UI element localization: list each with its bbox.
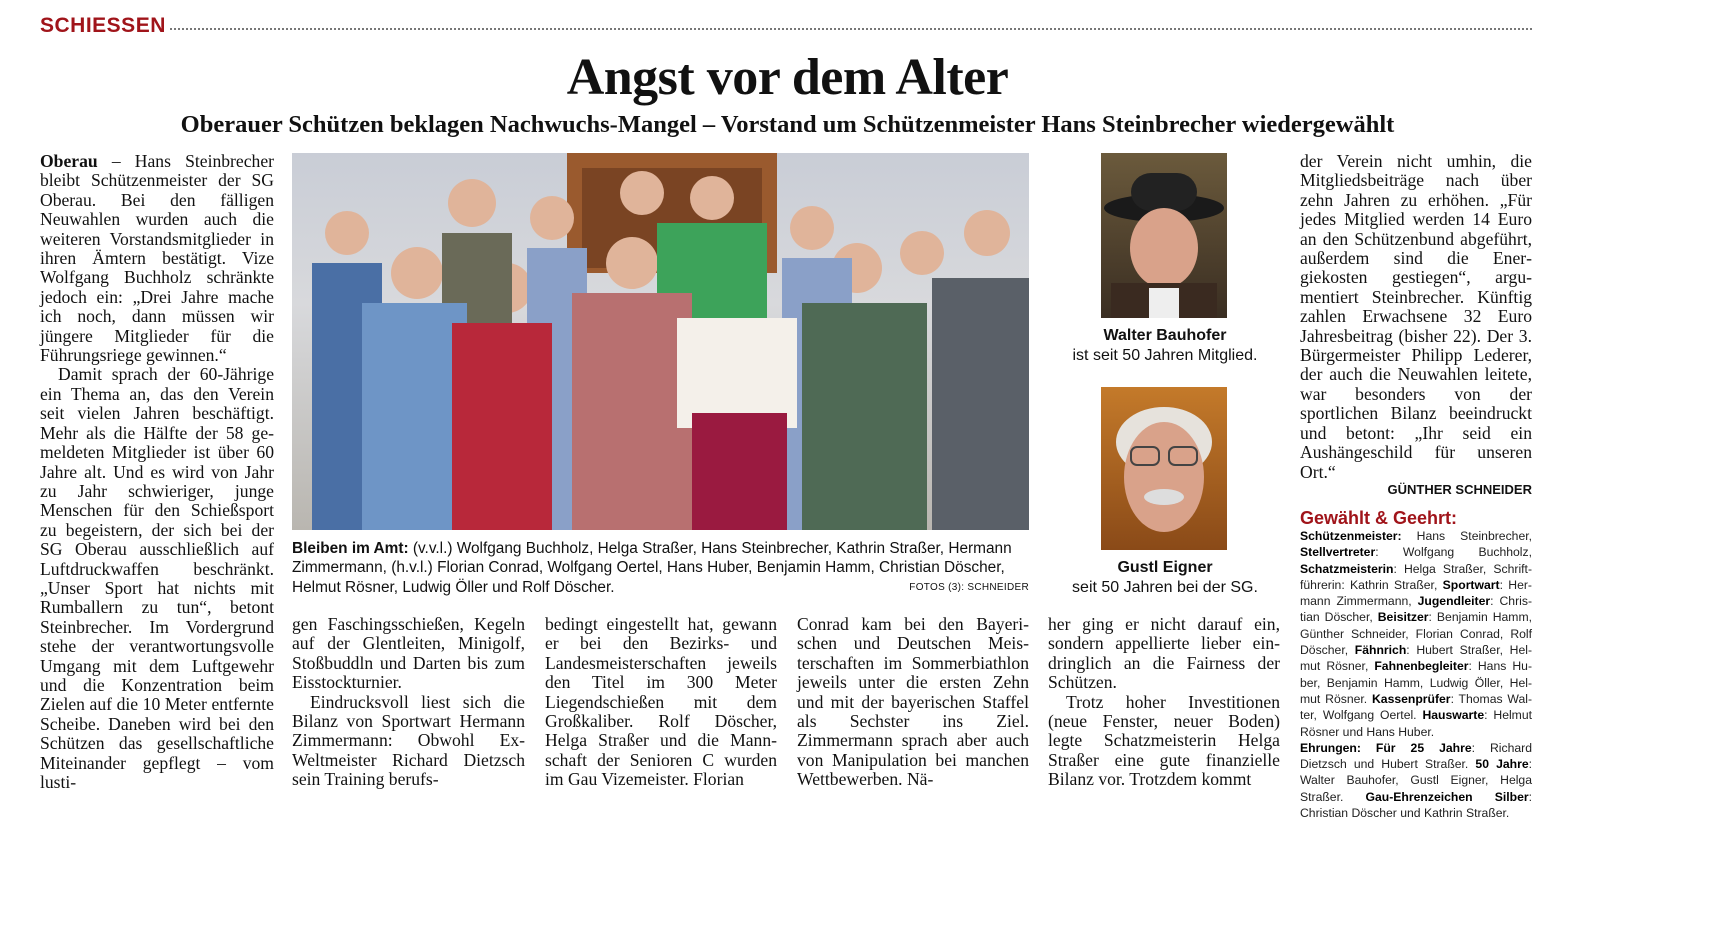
article-column-3	[545, 615, 777, 790]
section-label: SCHIESSEN	[40, 14, 166, 37]
role-label: Sportwart	[1442, 577, 1500, 592]
portrait-image	[1101, 387, 1227, 550]
role-label: Fahnenbegleiter	[1374, 659, 1469, 674]
honor-names: : Richard Dietzsch und Hubert Straßer.	[1300, 740, 1532, 772]
photo-credit: FOTOS (3): SCHNEIDER	[909, 582, 1029, 593]
article-column-5	[1048, 615, 1280, 790]
section-divider	[170, 28, 1532, 30]
article-column-4	[797, 615, 1029, 790]
role-label: Kassenprüfer	[1371, 691, 1451, 706]
role-label: Schatzmeisterin	[1300, 561, 1394, 576]
group-photo-image	[292, 153, 1029, 530]
elected-list	[1300, 528, 1532, 740]
group-photo	[292, 153, 1029, 530]
role-label: Stellvertreter	[1300, 545, 1376, 560]
author-byline: GÜNTHER SCHNEIDER	[1387, 482, 1532, 497]
honor-label: 50 Jahre	[1475, 757, 1529, 772]
honor-names: : Walter Bauhofer, Gustl Eigner, Helga Straßer.	[1300, 757, 1532, 804]
role-names: : Hans Huber, Benjamin Hamm, Ludwig Öller, Helmut Rösner.	[1300, 659, 1532, 706]
article-column-2	[292, 615, 525, 790]
article-column-1	[40, 152, 274, 792]
paragraph: gen Faschingsschießen, Kegeln auf der Glentleiten, Minigolf, Stoßbuddln und Darten bis zum Eisstockturnier.	[292, 614, 525, 693]
paragraph: her ging er nicht darauf ein, sondern appellierte lieber eindringlich an die Fairness der Schützen.	[1048, 614, 1280, 693]
paragraph: Damit sprach der 60-Jährige ein Thema an, das den Verein seit vielen Jahren beschäftigt. Mehr als die Hälfte der 58 gemeldeten Mitglieder ist über 60 Jahre alt. Und es wird von Jahr zu Jahr schwieriger, junge Menschen für den Schießsport zu begeistern, der sich bei der SG Oberau ausschließlich auf Luftdruckwaffen beschränkt. „Unser Sport hat nichts mit Rumballern zu tun“, betont Steinbrecher. Im Vordergrund stehe der verantwortungsvolle Umgang mit dem Luftgewehr und die Konzentration beim Zielen auf die 10 Meter entfernte Scheibe. Daneben wird bei den Schützen das gesellschaftliche Miteinander gepflegt – vom lusti-	[40, 364, 274, 792]
role-names: : Thomas Walter, Wolfgang Oertel.	[1300, 691, 1533, 723]
role-names: : Christian Döscher,	[1300, 594, 1532, 625]
portrait-walter-bauhofer	[1101, 153, 1227, 318]
dateline: Oberau	[40, 151, 98, 171]
role-label: Beisitzer	[1377, 610, 1429, 625]
infobox	[1300, 528, 1532, 821]
portrait-text: ist seit 50 Jahren Mitglied.	[1072, 346, 1258, 364]
article-column-6	[1300, 152, 1532, 482]
portrait-image	[1101, 153, 1227, 318]
role-names: : Wolfgang Buchholz,	[1375, 545, 1532, 560]
role-label: Hauswarte	[1422, 708, 1485, 723]
paragraph: der Verein nicht umhin, die Mitgliedsbeiträge nach über zehn Jahren zu erhöhen. „Für jedes Mitglied werden 14 Euro an den Schützenbund abgeführt, außerdem sind die Energiekosten gestiegen“, argumentiert Steinbrecher. Künftig zahlen Erwachsene 32 Euro Jahresbeitrag (bisher 22). Der 3. Bürgermeister Philipp Lederer, der auch die Neuwahlen leitete, war besonders von der sportlichen Bilanz beeindruckt und betont: „Ihr seid ein Aushängeschild für unseren Ort.“	[1300, 151, 1532, 482]
paragraph: Eindrucksvoll liest sich die Bilanz von Sportwart Hermann Zimmermann: Obwohl Ex-Weltmeister Richard Dietzsch sein Training berufs-	[292, 691, 525, 790]
portrait-caption	[1040, 558, 1290, 597]
role-names: : Helga Straßer, Schriftführerin: Kathrin Straßer,	[1300, 561, 1532, 592]
honors-list	[1300, 740, 1532, 821]
paragraph: Trotz hoher Investitionen (neue Fenster, neuer Boden) legte Schatzmeisterin Helga Straßer eine gute finanzielle Bilanz vor. Trotzdem kommt	[1048, 691, 1280, 790]
portrait-gustl-eigner	[1101, 387, 1227, 550]
role-label: Fähnrich	[1354, 643, 1407, 658]
portrait-text: seit 50 Jahren bei der SG.	[1072, 578, 1258, 596]
role-names: : Hubert Straßer, Helmut Rösner,	[1300, 643, 1532, 674]
headline: Angst vor dem Alter	[566, 49, 1009, 106]
honor-label: Ehrungen: Für 25 Jahre	[1300, 740, 1472, 755]
role-names: : Hermann Zimmermann,	[1300, 577, 1532, 609]
paragraph: – Hans Steinbrecher bleibt Schützenmeister der SG Oberau. Bei den fälligen Neuwahlen wurden auch die weiteren Vorstandsmitglieder in ihren Ämtern bestätigt. Vize Wolfgang Buchholz schränkte jedoch ein: „Drei Jahre mache ich noch, dann müssen wir jüngere Mitglieder für die Führungsriege gewinnen.“	[40, 151, 274, 366]
honor-names: : Christian Döscher und Kathrin Straßer.	[1300, 789, 1532, 821]
portrait-name: Gustl Eigner	[1117, 559, 1213, 576]
paragraph: bedingt eingestellt hat, gewann er bei den Bezirks- und Landesmeisterschaften jeweils den Titel im 300 Meter Liegendschießen mit dem Großkaliber. Rolf Döscher, Helga Straßer und die Mannschaft der Senioren C wurden im Gau Vizemeister. Florian	[545, 614, 777, 790]
caption-lead: Bleiben im Amt:	[292, 540, 409, 557]
honor-label: Gau-Ehrenzeichen Silber	[1365, 789, 1529, 804]
role-label: Schützenmeister:	[1300, 529, 1402, 543]
role-names: Hans Steinbrecher,	[1401, 529, 1532, 543]
role-names: : Helmut Rösner und Hans Huber.	[1300, 708, 1532, 739]
portrait-name: Walter Bauhofer	[1103, 327, 1227, 344]
paragraph: Conrad kam bei den Bayerischen und Deutschen Meisterschaften im Sommerbiathlon jeweils unter die ersten Zehn und mit der bayerischen Staffel als Sechster ins Ziel. Zimmermann sprach aber auch von Manipulation bei manchen Wettbewerben. Nä-	[797, 614, 1029, 790]
portrait-caption	[1040, 326, 1290, 365]
subheadline: Oberauer Schützen beklagen Nachwuchs-Mangel – Vorstand um Schützenmeister Hans Steinbrecher wiedergewählt	[180, 111, 1395, 138]
role-label: Jugendleiter	[1417, 594, 1491, 609]
infobox-title: Gewählt & Geehrt:	[1300, 508, 1458, 528]
role-names: : Benjamin Hamm, Günther Schneider, Florian Conrad, Rolf Döscher,	[1300, 610, 1532, 658]
caption-text: (v.v.l.) Wolfgang Buchholz, Helga Straßer, Hans Steinbrecher, Kathrin Straßer, Hermann Zimmermann, (h.v.l.) Florian Conrad, Wolfgang Oertel, Hans Huber, Benjamin Hamm, Christian Döscher, Helmut Rösner, Ludwig Öller und Rolf Döscher.	[292, 540, 1012, 596]
